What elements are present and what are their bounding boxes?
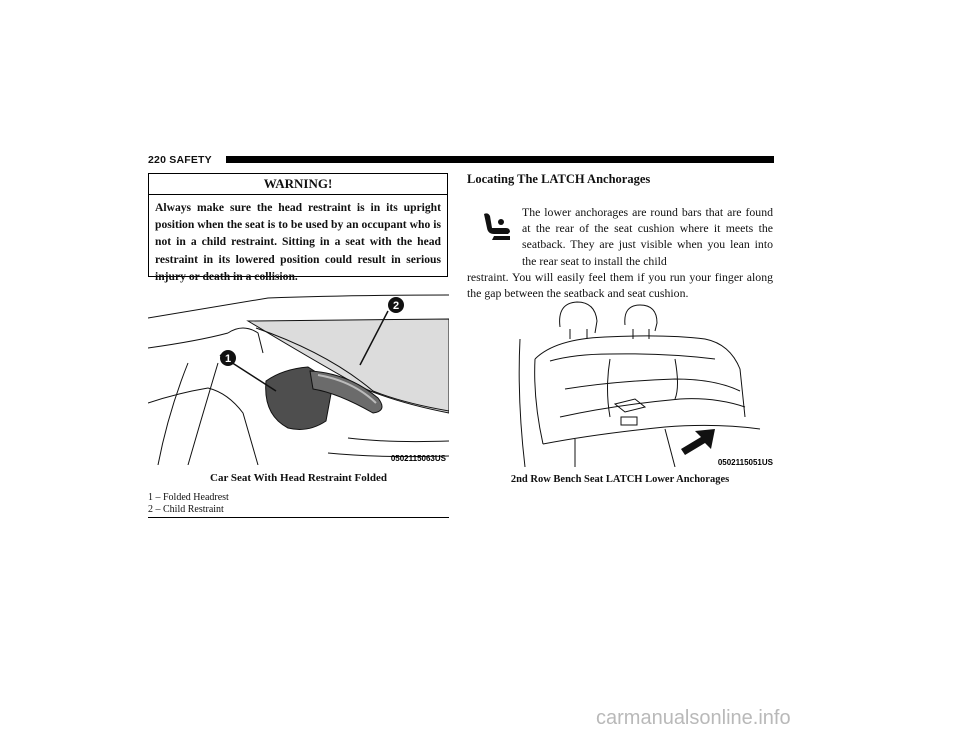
warning-text: Always make sure the head restraint is in its upright position when the seat is to be used by an occupant who is not in a child restraint. Sitting in a seat with the head restraint in its lowered position could result in serious injury or death in a collision. — [155, 201, 441, 283]
body-paragraph-continued: restraint. You will easily feel them if you run your finger along the gap between the seatback and seat cushion. — [467, 270, 773, 301]
page-header — [148, 153, 774, 167]
figure1-legend — [148, 492, 449, 516]
head-restraint-illustration — [148, 293, 449, 465]
figure1-caption: Car Seat With Head Restraint Folded — [210, 472, 387, 484]
bench-seat-illustration — [515, 299, 775, 467]
legend-item: 2 – Child Restraint — [148, 504, 224, 515]
warning-box — [148, 173, 448, 283]
figure-code: 0502115051US — [717, 458, 773, 467]
legend-item: 1 – Folded Headrest — [148, 492, 229, 503]
callout-1-label: 1 — [224, 353, 232, 365]
watermark: carmanualsonline.info — [596, 707, 791, 729]
callout-2-label: 2 — [392, 300, 400, 312]
page-number: 220 SAFETY — [148, 154, 212, 166]
section-title: Locating The LATCH Anchorages — [467, 172, 651, 186]
figure-code: 0502115063US — [390, 454, 446, 463]
body-paragraph: The lower anchorages are round bars that are found at the rear of the seat cushion where it meets the seatback. They are just visible when you lean into the rear seat to install the child — [522, 205, 773, 268]
warning-title: WARNING! — [149, 174, 447, 195]
header-bar — [226, 156, 774, 163]
child-seat-latch-icon — [480, 210, 514, 244]
section-rule — [148, 517, 449, 518]
figure2-caption: 2nd Row Bench Seat LATCH Lower Anchorages — [510, 474, 730, 485]
